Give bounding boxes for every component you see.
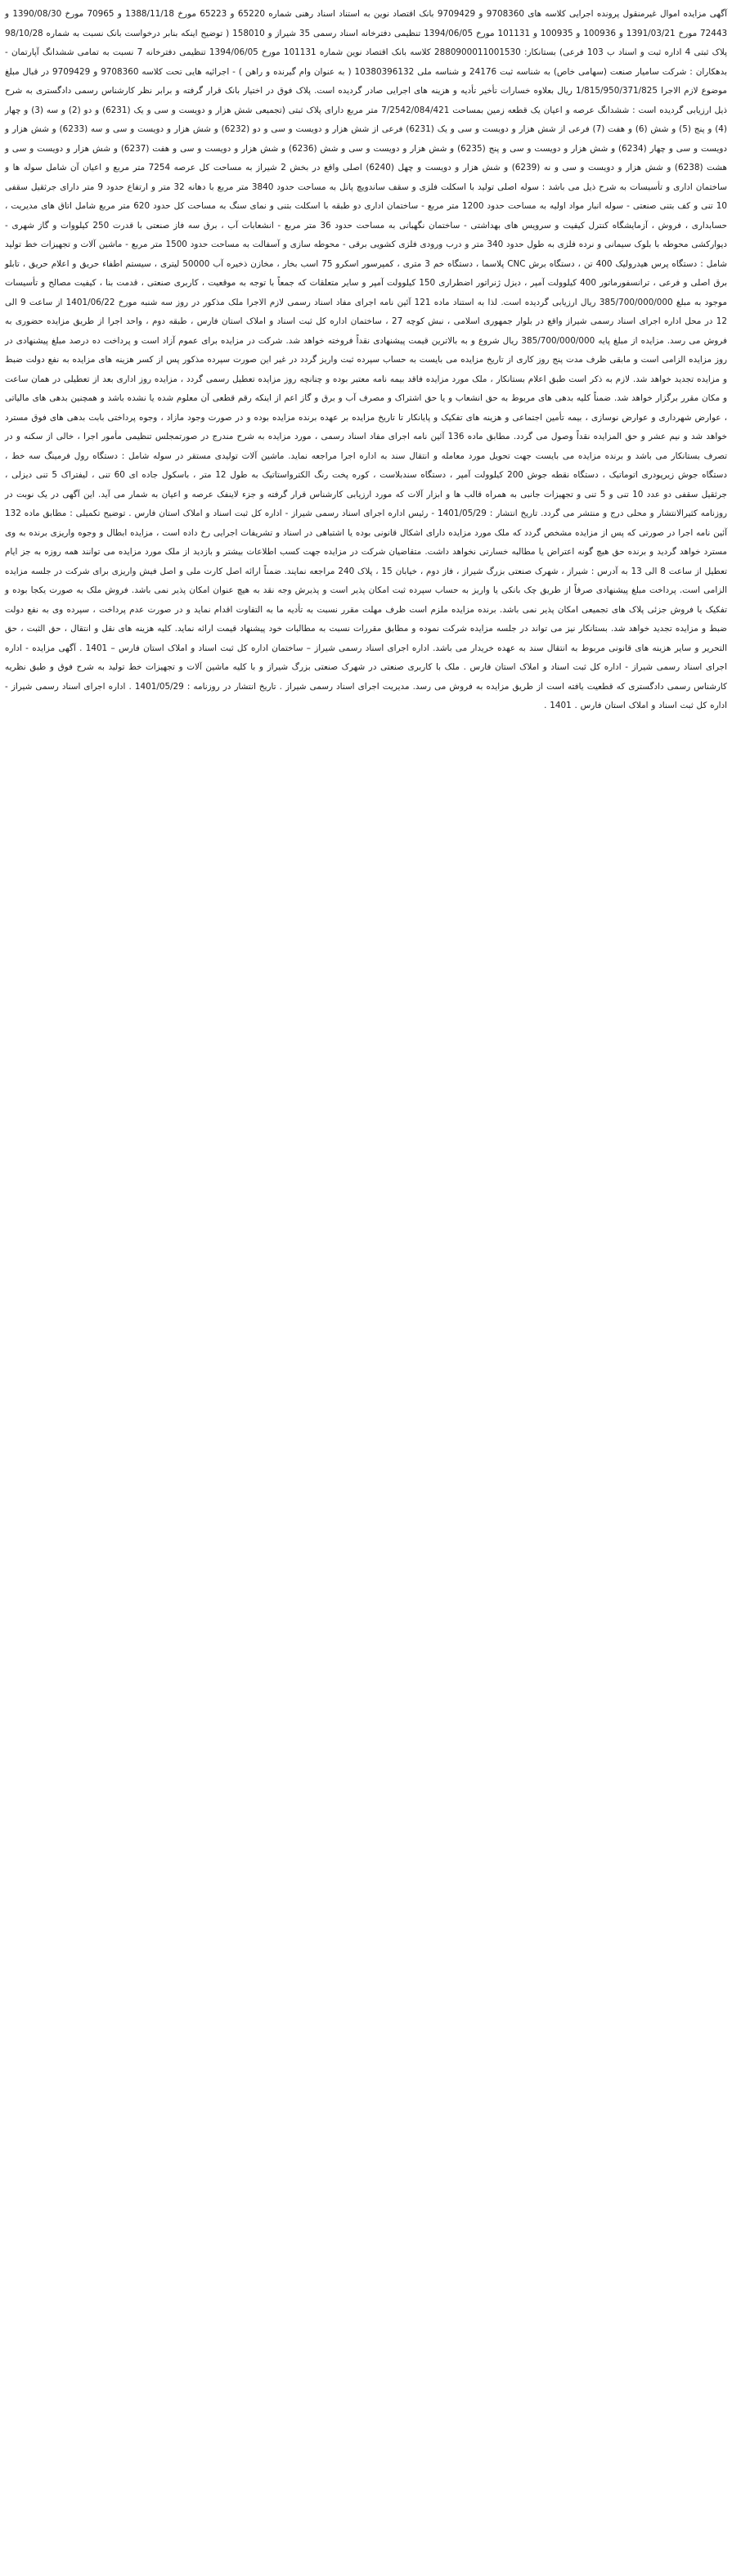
auction-notice-paragraph: آگهی مزایده اموال غیرمنقول پرونده اجرایی کلاسه های 9708360 و 9709429 بانک اقتصاد نوین به استناد اسناد رهنی شماره 65220 و 65223 مورخ 1388/11/18 و 70965 مورخ 1390/08/30 و 72443 مورخ 1391/03/21 و 100936 و 100935 و 101131 مورخ 1394/06/05 تنظیمی دفترخانه اسناد رسمی 35 شیراز و 158010 ( توضیح اینکه بنابر درخواست بانک نسبت به شماره 98/10/28 پلاک ثبتی 4 اداره ثبت و اسناد ب 103 فرعی) بستانکار: 2880900011001530 کلاسه بانک اقتصاد نوین شماره 101131 مورخ 1394/06/05 تنظیمی دفترخانه 7 نسبت به تمامی ششدانگ آپارتمان - بدهکاران : شرکت سامیار صنعت (سهامی خاص) به شناسه ثبت 24176 و شناسه ملی 10380396132 ( به عنوان وام گیرنده و راهن ) - اجرائیه هایی تحت کلاسه 9708360 و 9709429 در قبال مبلغ موضوع لازم الاجرا 1/815/950/371/825 ریال بعلاوه خسارات تأخیر تأدیه و هزینه های اجرایی صادر گردیده است. پلاک فوق در اختیار بانک قرار گرفته و برابر نظر کارشناس رسمی دادگستری به شرح ذیل ارزیابی گردیده است : ششدانگ عرصه و اعیان یک قطعه زمین بمساحت 7/2542/084/421 متر مربع دارای پلاک ثبتی (تجمیعی شش هزار و دویست و سی و یک (6231) و دو (2) و سه (3) و چهار (4) و پنج (5) و شش (6) و هفت (7) فرعی از شش هزار و دویست و سی و یک (6231) فرعی از شش هزار و دویست و سی و دو (6232) و شش هزار و دویست و سی و سه (6233) و شش هزار و دویست و سی و چهار (6234) و شش هزار و دویست و سی و پنج (6235) و شش هزار و دویست و سی و شش (6236) و شش هزار و دویست و سی و هفت (6237) و شش هزار و دویست و سی و هشت (6238) و شش هزار و دویست و سی و نه (6239) و شش هزار و دویست و چهل (6240) اصلی واقع در بخش 2 شیراز به مساحت کل عرصه 7254 متر مربع و اعیان آن شامل سوله ها و ساختمان اداری و تأسیسات به شرح ذیل می باشد : سوله اصلی تولید با اسکلت فلزی و سقف ساندویچ پانل به مساحت حدود 3840 متر مربع با دهانه 32 متر و ارتفاع حدود 9 متر دارای جرثقیل سقفی 10 تنی و کف بتنی صنعتی - سوله انبار مواد اولیه به مساحت حدود 1200 متر مربع - ساختمان اداری دو طبقه با اسکلت بتنی و نمای سنگ به مساحت کل حدود 620 متر مربع شامل اتاق های مدیریت ، حسابداری ، فروش ، آزمایشگاه کنترل کیفیت و سرویس های بهداشتی - ساختمان نگهبانی به مساحت حدود 36 متر مربع - انشعابات آب ، برق سه فاز صنعتی با قدرت 250 کیلووات و گاز شهری - دیوارکشی محوطه با بلوک سیمانی و نرده فلزی به طول حدود 340 متر و درب ورودی فلزی کشویی برقی - محوطه سازی و آسفالت به مساحت حدود 1500 متر مربع - ماشین آلات و تجهیزات خط تولید شامل : دستگاه پرس هیدرولیک 400 تن ، دستگاه برش CNC پلاسما ، دستگاه خم 3 متری ، کمپرسور اسکرو 75 اسب بخار ، مخازن ذخیره آب 50000 لیتری ، سیستم اطفاء حریق و اعلام حریق ، تابلو برق اصلی و فرعی ، ترانسفورماتور 400 کیلوولت آمپر ، دیزل ژنراتور اضطراری 150 کیلوولت آمپر و سایر متعلقات که جمعاً با توجه به موقعیت ، کاربری صنعتی ، قدمت بنا ، کیفیت مصالح و تأسیسات موجود به مبلغ 385/700/000/000 ریال ارزیابی گردیده است. لذا به استناد ماده 121 آئین نامه اجرای مفاد اسناد رسمی لازم الاجرا ملک مذکور در روز سه شنبه مورخ 1401/06/22 از ساعت 9 الی 12 در محل اداره اجرای اسناد رسمی شیراز واقع در بلوار جمهوری اسلامی ، نبش کوچه 27 ، ساختمان اداره کل ثبت اسناد و املاک استان فارس ، طبقه دوم ، واحد اجرا از طریق مزایده حضوری به فروش می رسد. مزایده از مبلغ پایه 385/700/000/000 ریال شروع و به بالاترین قیمت پیشنهادی نقداً فروخته خواهد شد. شرکت در مزایده برای عموم آزاد است و پرداخت ده درصد مبلغ پیشنهادی در روز مزایده الزامی است و مابقی ظرف مدت پنج روز کاری از تاریخ مزایده می بایست به حساب سپرده ثبت واریز گردد در غیر این صورت سپرده مذکور پس از کسر هزینه های مزایده به نفع دولت ضبط و مزایده تجدید خواهد شد. لازم به ذکر است طبق اعلام بستانکار ، ملک مورد مزایده فاقد بیمه نامه معتبر بوده و چنانچه روز مزایده تعطیل رسمی گردد ، مزایده روز اداری بعد از تعطیلی در همان ساعت و مکان مقرر برگزار خواهد شد. ضمناً کلیه بدهی های مربوط به حق انشعاب و یا حق اشتراک و مصرف آب و برق و گاز اعم از اینکه رقم قطعی آن معلوم شده یا نشده باشد و همچنین بدهی های مالیاتی ، عوارض شهرداری و عوارض نوسازی ، بیمه تأمین اجتماعی و هزینه های تفکیک و پایانکار تا تاریخ مزایده بر عهده برنده مزایده بوده و در صورت وجود مازاد ، وجوه پرداختی بابت بدهی های فوق مسترد خواهد شد و نیم عشر و حق المزایده نقداً وصول می گردد. مطابق ماده 136 آئین نامه اجرای مفاد اسناد رسمی ، مورد مزایده به شرح مندرج در صورتمجلس تنظیمی مأمور اجرا ، خالی از سکنه و در تصرف بستانکار می باشد و برنده مزایده می بایست جهت تحویل مورد معامله و انتقال سند به اداره اجرا مراجعه نماید. ماشین آلات تولیدی مستقر در سوله شامل : دستگاه رول فرمینگ سه خط ، دستگاه جوش زیرپودری اتوماتیک ، دستگاه نقطه جوش 200 کیلوولت آمپر ، دستگاه سندبلاست ، کوره پخت رنگ الکترواستاتیک به طول 12 متر ، باسکول جاده ای 60 تنی ، لیفتراک 5 تنی دیزلی ، جرثقیل سقفی دو عدد 10 تنی و 5 تنی و تجهیزات جانبی به همراه قالب ها و ابزار آلات که مورد ارزیابی کارشناس قرار گرفته و جزء لاینفک عرصه و اعیان به شمار می آید. این آگهی در یک نوبت در روزنامه کثیرالانتشار و محلی درج و منتشر می گردد. تاریخ انتشار : 1401/05/29 - رئیس اداره اجرای اسناد رسمی شیراز - اداره کل ثبت اسناد و املاک استان فارس . توضیح تکمیلی : مطابق ماده 132 آئین نامه اجرا در صورتی که پس از مزایده مشخص گردد که ملک مورد مزایده دارای اشکال قانونی بوده یا اشتباهی در اسناد و تشریفات اجرایی رخ داده است ، مزایده ابطال و وجوه واریزی برنده به وی مسترد خواهد گردید و برنده حق هیچ گونه اعتراض یا مطالبه خسارتی نخواهد داشت. متقاضیان شرکت در مزایده جهت کسب اطلاعات بیشتر و بازدید از ملک مورد مزایده می توانند همه روزه به جز ایام تعطیل از ساعت 8 الی 13 به آدرس : شیراز ، شهرک صنعتی بزرگ شیراز ، فاز دوم ، خیابان 15 ، پلاک 240 مراجعه نمایند. ضمناً ارائه اصل کارت ملی و اصل فیش واریزی برای شرکت در جلسه مزایده الزامی است. پرداخت مبلغ پیشنهادی صرفاً از طریق چک بانکی یا واریز به حساب سپرده ثبت امکان پذیر است و پذیرش وجه نقد به هیچ عنوان امکان پذیر نمی باشد. فروش ملک به صورت یکجا بوده و تفکیک یا فروش جزئی پلاک های تجمیعی امکان پذیر نمی باشد. برنده مزایده ملزم است ظرف مهلت مقرر نسبت به تأدیه ما به التفاوت اقدام نماید و در صورت عدم پرداخت ، سپرده وی به نفع دولت ضبط و مزایده تجدید خواهد شد. بستانکار نیز می تواند در جلسه مزایده شرکت نموده و مطابق مقررات نسبت به مطالبات خود پیشنهاد قیمت ارائه نماید. کلیه هزینه های نقل و انتقال ، حق الثبت ، حق التحریر و سایر هزینه های قانونی مربوط به انتقال سند به عهده خریدار می باشد. اداره اجرای اسناد رسمی شیراز – ساختمان اداره کل ثبت اسناد و املاک استان فارس – 1401 . آگهی مزایده - اداره اجرای اسناد رسمی شیراز - اداره کل ثبت اسناد و املاک استان فارس . ملک با کاربری صنعتی در شهرک صنعتی بزرگ شیراز و با کلیه ماشین آلات و تجهیزات خط تولید به شرح فوق و طبق نظریه کارشناس رسمی دادگستری که قطعیت یافته است از طریق مزایده به فروش می رسد. مدیریت اجرای اسناد رسمی شیراز . تاریخ انتشار در روزنامه : 1401/05/29 . اداره اجرای اسناد رسمی شیراز - اداره کل ثبت اسناد و املاک استان فارس . 1401 . (5, 9, 728, 710)
